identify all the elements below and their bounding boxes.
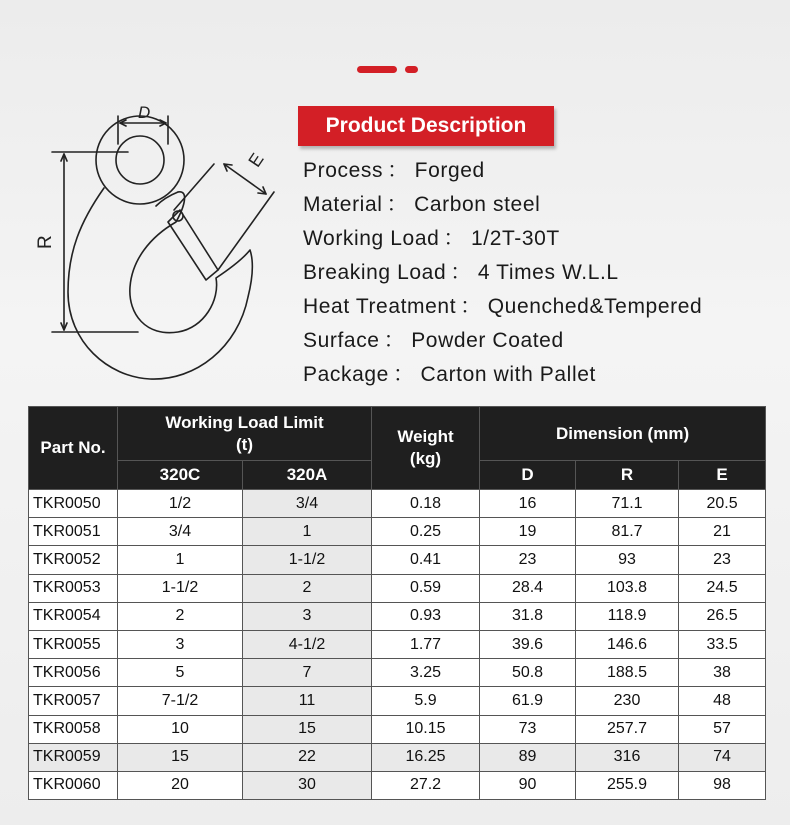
- cell-r: 230: [576, 687, 679, 715]
- spec-value: Powder Coated: [411, 329, 564, 352]
- table-row: [29, 659, 766, 687]
- cell-part-no: TKR0057: [29, 687, 118, 715]
- spec-value: 4 Times W.L.L: [477, 261, 619, 284]
- cell-320c: 7-1/2: [118, 687, 243, 715]
- cell-weight: 0.59: [372, 574, 480, 602]
- cell-r: 257.7: [576, 715, 679, 743]
- cell-e: 26.5: [679, 602, 766, 630]
- cell-e: 74: [679, 743, 766, 771]
- hook-eye-inner: [116, 136, 164, 184]
- cell-part-no: TKR0055: [29, 630, 118, 658]
- spec-value: Forged: [414, 159, 485, 182]
- cell-part-no: TKR0051: [29, 518, 118, 546]
- cell-e: 48: [679, 687, 766, 715]
- cell-e: 57: [679, 715, 766, 743]
- decorative-bar-long: [357, 66, 397, 73]
- cell-320c: 20: [118, 771, 243, 799]
- spec-value: Carbon steel: [414, 193, 541, 216]
- spec-separator: ：: [450, 261, 472, 284]
- cell-r: 81.7: [576, 518, 679, 546]
- cell-d: 19: [480, 518, 576, 546]
- spec-label: Heat Treatment: [303, 295, 457, 318]
- table-row: [29, 771, 766, 799]
- cell-part-no: TKR0059: [29, 743, 118, 771]
- header-weight: [372, 407, 480, 490]
- cell-d: 50.8: [480, 659, 576, 687]
- spec-separator: ：: [386, 193, 409, 216]
- cell-part-no: TKR0052: [29, 546, 118, 574]
- cell-r: 188.5: [576, 659, 679, 687]
- cell-320a: 11: [243, 687, 372, 715]
- cell-d: 90: [480, 771, 576, 799]
- cell-weight: 0.25: [372, 518, 480, 546]
- cell-320a: 3: [243, 602, 372, 630]
- dimension-label-e: E: [244, 149, 268, 171]
- header-weight-label: Weight: [397, 427, 454, 446]
- hook-dimension-diagram: [28, 92, 283, 392]
- table-row: [29, 630, 766, 658]
- cell-320a: 2: [243, 574, 372, 602]
- cell-weight: 10.15: [372, 715, 480, 743]
- spec-package: [303, 358, 702, 392]
- cell-weight: 5.9: [372, 687, 480, 715]
- cell-320c: 1-1/2: [118, 574, 243, 602]
- cell-e: 98: [679, 771, 766, 799]
- header-part-no: Part No.: [29, 407, 118, 490]
- cell-r: 103.8: [576, 574, 679, 602]
- cell-e: 20.5: [679, 490, 766, 518]
- spec-material: [303, 188, 702, 222]
- spec-list: [303, 154, 702, 392]
- cell-320a: 1-1/2: [243, 546, 372, 574]
- cell-e: 33.5: [679, 630, 766, 658]
- dimension-label-d: D: [138, 103, 151, 122]
- spec-label: Working Load: [303, 227, 440, 250]
- cell-e: 23: [679, 546, 766, 574]
- spec-value: Carton with Pallet: [420, 363, 596, 386]
- spec-process: [303, 154, 702, 188]
- cell-320c: 3: [118, 630, 243, 658]
- spec-value: Quenched&Tempered: [487, 295, 703, 318]
- cell-d: 73: [480, 715, 576, 743]
- table-row: [29, 518, 766, 546]
- cell-r: 255.9: [576, 771, 679, 799]
- spec-label: Package: [303, 363, 389, 386]
- cell-part-no: TKR0050: [29, 490, 118, 518]
- header-e: E: [679, 461, 766, 490]
- cell-weight: 3.25: [372, 659, 480, 687]
- cell-320c: 15: [118, 743, 243, 771]
- cell-d: 23: [480, 546, 576, 574]
- cell-d: 89: [480, 743, 576, 771]
- cell-weight: 1.77: [372, 630, 480, 658]
- spec-value: 1/2T-30T: [471, 227, 560, 250]
- header-wll-unit: (t): [236, 434, 253, 454]
- cell-e: 24.5: [679, 574, 766, 602]
- cell-e: 38: [679, 659, 766, 687]
- spec-breaking-load: [303, 256, 702, 290]
- header-weight-unit: (kg): [409, 449, 442, 468]
- spec-separator: ：: [460, 295, 482, 318]
- table-row: [29, 743, 766, 771]
- hook-eye-outer: [96, 116, 184, 204]
- cell-d: 31.8: [480, 602, 576, 630]
- header-working-load-limit: [118, 407, 372, 461]
- header-wll-label: Working Load Limit: [165, 412, 324, 432]
- cell-320a: 22: [243, 743, 372, 771]
- cell-320a: 4-1/2: [243, 630, 372, 658]
- cell-320a: 15: [243, 715, 372, 743]
- cell-weight: 16.25: [372, 743, 480, 771]
- cell-part-no: TKR0060: [29, 771, 118, 799]
- specification-table: [28, 406, 766, 800]
- cell-r: 316: [576, 743, 679, 771]
- cell-r: 71.1: [576, 490, 679, 518]
- product-description-title: Product Description: [298, 106, 554, 146]
- cell-d: 16: [480, 490, 576, 518]
- spec-separator: ：: [443, 227, 465, 250]
- table-row: [29, 687, 766, 715]
- decorative-bar-short: [405, 66, 418, 73]
- cell-d: 28.4: [480, 574, 576, 602]
- spec-label: Breaking Load: [303, 261, 447, 284]
- spec-surface: [303, 324, 702, 358]
- cell-part-no: TKR0053: [29, 574, 118, 602]
- cell-320a: 7: [243, 659, 372, 687]
- cell-d: 39.6: [480, 630, 576, 658]
- cell-d: 61.9: [480, 687, 576, 715]
- header-320c: 320C: [118, 461, 243, 490]
- cell-weight: 0.93: [372, 602, 480, 630]
- cell-320c: 3/4: [118, 518, 243, 546]
- hook-body: [68, 188, 252, 379]
- header-320a: 320A: [243, 461, 372, 490]
- cell-r: 146.6: [576, 630, 679, 658]
- spec-separator: ：: [387, 159, 409, 182]
- cell-320c: 1/2: [118, 490, 243, 518]
- cell-part-no: TKR0058: [29, 715, 118, 743]
- cell-weight: 27.2: [372, 771, 480, 799]
- cell-weight: 0.41: [372, 546, 480, 574]
- table-row: [29, 715, 766, 743]
- header-r: R: [576, 461, 679, 490]
- spec-label: Surface: [303, 329, 380, 352]
- table-row: [29, 602, 766, 630]
- cell-part-no: TKR0056: [29, 659, 118, 687]
- dimension-label-r: R: [35, 235, 56, 249]
- cell-e: 21: [679, 518, 766, 546]
- cell-part-no: TKR0054: [29, 602, 118, 630]
- cell-320c: 1: [118, 546, 243, 574]
- cell-320c: 10: [118, 715, 243, 743]
- header-d: D: [480, 461, 576, 490]
- cell-320a: 1: [243, 518, 372, 546]
- table-row: [29, 574, 766, 602]
- spec-working-load: [303, 222, 702, 256]
- header-dimension: Dimension (mm): [480, 407, 766, 461]
- cell-r: 93: [576, 546, 679, 574]
- cell-r: 118.9: [576, 602, 679, 630]
- table-row: [29, 546, 766, 574]
- spec-heat-treatment: [303, 290, 702, 324]
- cell-320a: 30: [243, 771, 372, 799]
- cell-320a: 3/4: [243, 490, 372, 518]
- spec-separator: ：: [383, 329, 406, 352]
- cell-weight: 0.18: [372, 490, 480, 518]
- table-row: [29, 490, 766, 518]
- spec-label: Material: [303, 193, 383, 216]
- cell-320c: 2: [118, 602, 243, 630]
- spec-label: Process: [303, 159, 384, 182]
- spec-separator: ：: [392, 363, 415, 386]
- cell-320c: 5: [118, 659, 243, 687]
